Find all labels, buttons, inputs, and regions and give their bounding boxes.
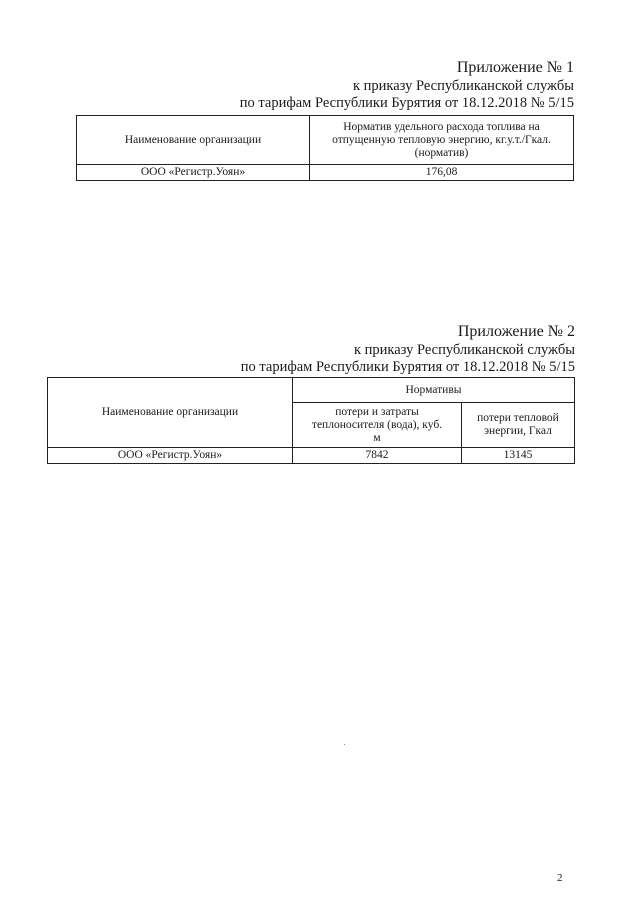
table-header-row	[48, 378, 575, 403]
table-row	[48, 448, 575, 464]
appendix-1-title: Приложение № 1	[456, 59, 574, 76]
appendix-2	[47, 322, 575, 472]
cell-heat-losses: 13145	[462, 448, 575, 464]
appendix-2-title: Приложение № 2	[457, 323, 575, 340]
col-header-organization: Наименование организации	[77, 116, 310, 165]
appendix-2-line2: к приказу Республиканской службы	[353, 342, 575, 358]
col-header-norms-group: Нормативы	[293, 378, 575, 403]
table-row	[77, 165, 574, 181]
page-number: 2	[557, 872, 563, 884]
cell-organization: ООО «Регистр.Уоян»	[77, 165, 310, 181]
appendix-1	[76, 58, 574, 188]
appendix-1-heading	[240, 58, 574, 112]
appendix-1-table	[76, 115, 574, 181]
col-header-fuel-norm: Норматив удельного расхода топлива на отпущенную тепловую энергию, кг.у.т./Гкал. (норматив)	[310, 116, 574, 165]
appendix-2-line3: по тарифам Республики Бурятия от 18.12.2018 № 5/15	[240, 359, 575, 375]
appendix-1-line3: по тарифам Республики Бурятия от 18.12.2018 № 5/15	[239, 95, 574, 111]
col-header-heat-losses: потери тепловой энергии, Гкал	[462, 403, 575, 448]
cell-organization: ООО «Регистр.Уоян»	[48, 448, 293, 464]
appendix-2-table	[47, 377, 575, 464]
cell-coolant-losses: 7842	[293, 448, 462, 464]
cell-fuel-norm: 176,08	[310, 165, 574, 181]
scan-speck	[344, 744, 345, 745]
table-header-row	[77, 116, 574, 165]
col-header-coolant-losses: потери и затраты теплоносителя (вода), куб. м	[293, 403, 462, 448]
appendix-2-heading	[241, 322, 575, 376]
col-header-organization: Наименование организации	[48, 378, 293, 448]
appendix-1-line2: к приказу Республиканской службы	[352, 78, 574, 94]
